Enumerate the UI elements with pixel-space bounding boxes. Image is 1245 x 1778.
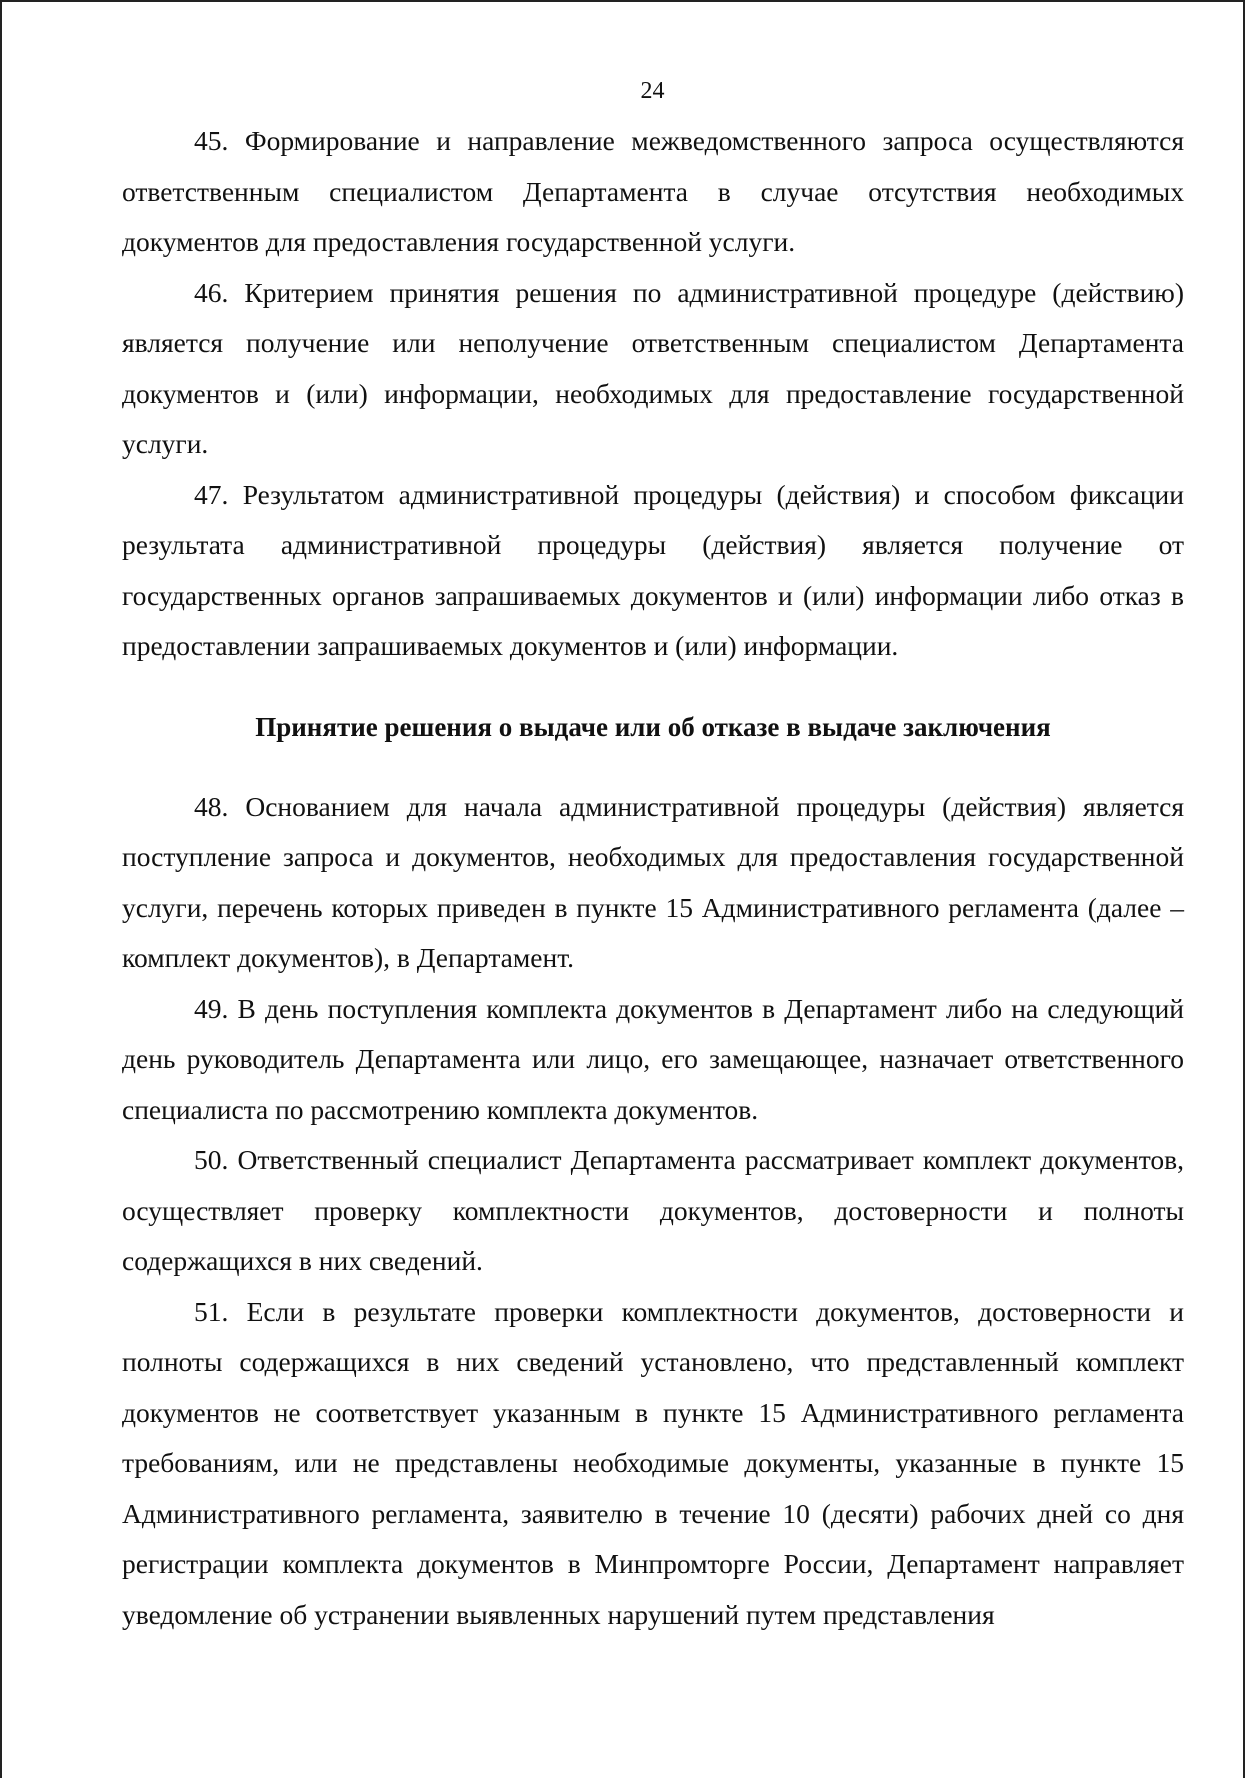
paragraph-48: 48. Основанием для начала административной процедуры (действия) является поступление запроса и документов, необходимых для предоставления государственной услуги, перечень которых приведен в пункте 15 Административного регламента (далее – комплект документов), в Департамент.	[122, 790, 1184, 973]
paragraph-45: 45. Формирование и направление межведомственного запроса осуществляются ответственным специалистом Департамента в случае отсутствия необходимых документов для предоставления государственной услуги.	[122, 125, 1184, 257]
scan-border-left	[0, 0, 2, 1778]
paragraph-51: 51. Если в результате проверки комплектности документов, достоверности и полноты содержащихся в них сведений установлено, что представленный комплект документов не соответствует указанным в пункте 15 Административного регламента требованиям, или не представлены необходимые документы, указанные в пункте 15 Административного регламента, заявителю в течение 10 (десяти) рабочих дней со дня регистрации комплекта документов в Минпромторге России, Департамент направляет уведомление об устранении выявленных нарушений путем представления	[122, 1295, 1184, 1630]
page-number: 24	[640, 78, 665, 104]
paragraph-49: 49. В день поступления комплекта документов в Департамент либо на следующий день руководитель Департамента или лицо, его замещающее, назначает ответственного специалиста по рассмотрению комплекта документов.	[122, 992, 1184, 1125]
document-body	[122, 116, 1184, 1640]
paragraph-46: 46. Критерием принятия решения по административной процедуре (действию) является получение или неполучение ответственным специалистом Департамента документов и (или) информации, необходимых для предоставление государственной услуги.	[122, 276, 1184, 459]
section-heading: Принятие решения о выдаче или об отказе в выдаче заключения	[255, 711, 1051, 742]
paragraph-47: 47. Результатом административной процедуры (действия) и способом фиксации результата административной процедуры (действия) является получение от государственных органов запрашиваемых документов и (или) информации либо отказ в предоставлении запрашиваемых документов и (или) информации.	[122, 478, 1184, 661]
paragraph-50: 50. Ответственный специалист Департамента рассматривает комплект документов, осуществляет проверку комплектности документов, достоверности и полноты содержащихся в них сведений.	[122, 1144, 1184, 1276]
scan-border-top	[0, 0, 1245, 2]
